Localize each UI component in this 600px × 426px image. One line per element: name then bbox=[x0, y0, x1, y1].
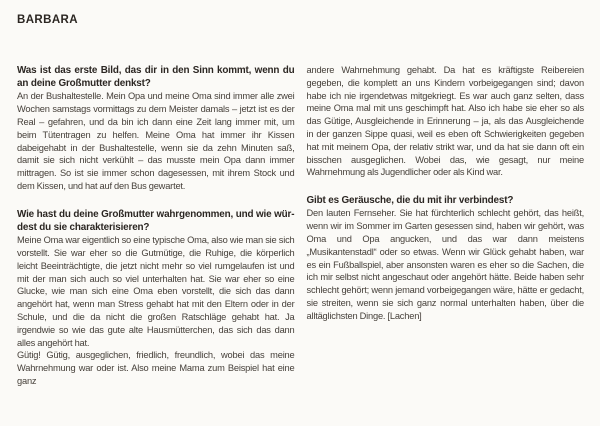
answer-paragraph-2-continued: Gütig! Gütig, ausgeglichen, friedlich, freundlich, wobei das meine Wahrnehmung war oder ist. Also meine Mama zum Beispiel hat eine ganz bbox=[17, 350, 295, 386]
answer-paragraph-2-overflow: andere Wahrnehmung gehabt. Da hat es kräftigste Reibereien gegeben, die komplett an uns Kindern vorbeigegangen sind; davon habe ich nie irgendetwas mitgekriegt. Es war auch ganz selten, dass meine Oma mal mit uns geschimpft hat. Also ich habe sie eher so als das Gütige, Ausgleichende in Erinnerung – ja, als das Ausgleichende in der ganzen Sippe quasi, weil es eben oft Schwierigkeiten gegeben hat mit meinem Opa, der relativ strikt war, und da hat sie dann oft ein bisschen ausgeglichen. Wobei das, wie gesagt, nur meine Wahrnehmung als Jugendlicher oder als Kind war. bbox=[306, 65, 584, 178]
page-title: BARBARA bbox=[17, 14, 78, 26]
answer-paragraph-1: An der Bushaltestelle. Mein Opa und meine Oma sind immer alle zwei Wochen samstags vormittags zu dem Meister damals – jetzt ist es der Real – gefahren, und da bin ich dann eine Zeit lang immer mit, um beim Tütentragen zu helfen. Meine Oma hat immer ihr Kissen dabeigehabt in der Bushaltestelle, wenn sie da zehn Minuten saß, damit sie sich nicht verkühlt – das musste mein Opa dann immer mittragen. So ist sie immer schon dagesessen, mit ihrem Stock und dem Kissen, und hat auf den Bus gewartet. bbox=[17, 91, 295, 191]
question-heading-2: Wie hast du deine Großmutter wahrgenommen, und wie würdest du sie charakterisieren? bbox=[17, 208, 295, 233]
two-column-layout bbox=[17, 64, 584, 388]
question-heading-3: Gibt es Geräusche, die du mit ihr verbindest? bbox=[306, 195, 514, 207]
question-heading-1: Was ist das erste Bild, das dir in den Sinn kommt, wenn du an deine Großmutter denkst? bbox=[17, 65, 295, 90]
answer-paragraph-2: Meine Oma war eigentlich so eine typische Oma, also wie man sie sich vorstellt. Sie war eher so die Gutmütige, die Ruhige, die körperlich leicht Beeinträchtigte, die jetzt nicht mehr so viel rumgelaufen ist und mit der man sich auch so viel unterhalten hat. Sie war eher so eine Glucke, wie man sich eine Oma eben vorstellt, die sich das dann angehört hat, wenn man Stress gehabt hat mit den Eltern oder in der Schule, und die da nicht die großen Ratschläge gehabt hat. Ja irgendwie so wie das gute alte Hausmütterchen, das sich das dann alles angehört hat. bbox=[17, 235, 295, 348]
left-column bbox=[17, 64, 295, 388]
right-column bbox=[307, 64, 585, 388]
answer-paragraph-3: Den lauten Fernseher. Sie hat fürchterlich schlecht gehört, das heißt, wenn wir im Sommer im Garten gesessen sind, haben wir gehört, was Oma und Opa angucken, und das war dann meistens „Musikantenstadl“ oder so etwas. Wenn wir Glück gehabt haben, war es ein Fußballspiel, aber ansonsten waren es eher so die Sachen, die ich mir selbst nicht angeschaut oder angehört hätte. Beide haben sehr schlecht gehört; wenn jemand vorbeigegangen wäre, hätte er gedacht, sie streiten, wenn sie sich ganz normal unterhalten haben, über die alltäglichsten Dinge. [Lachen] bbox=[306, 208, 584, 321]
